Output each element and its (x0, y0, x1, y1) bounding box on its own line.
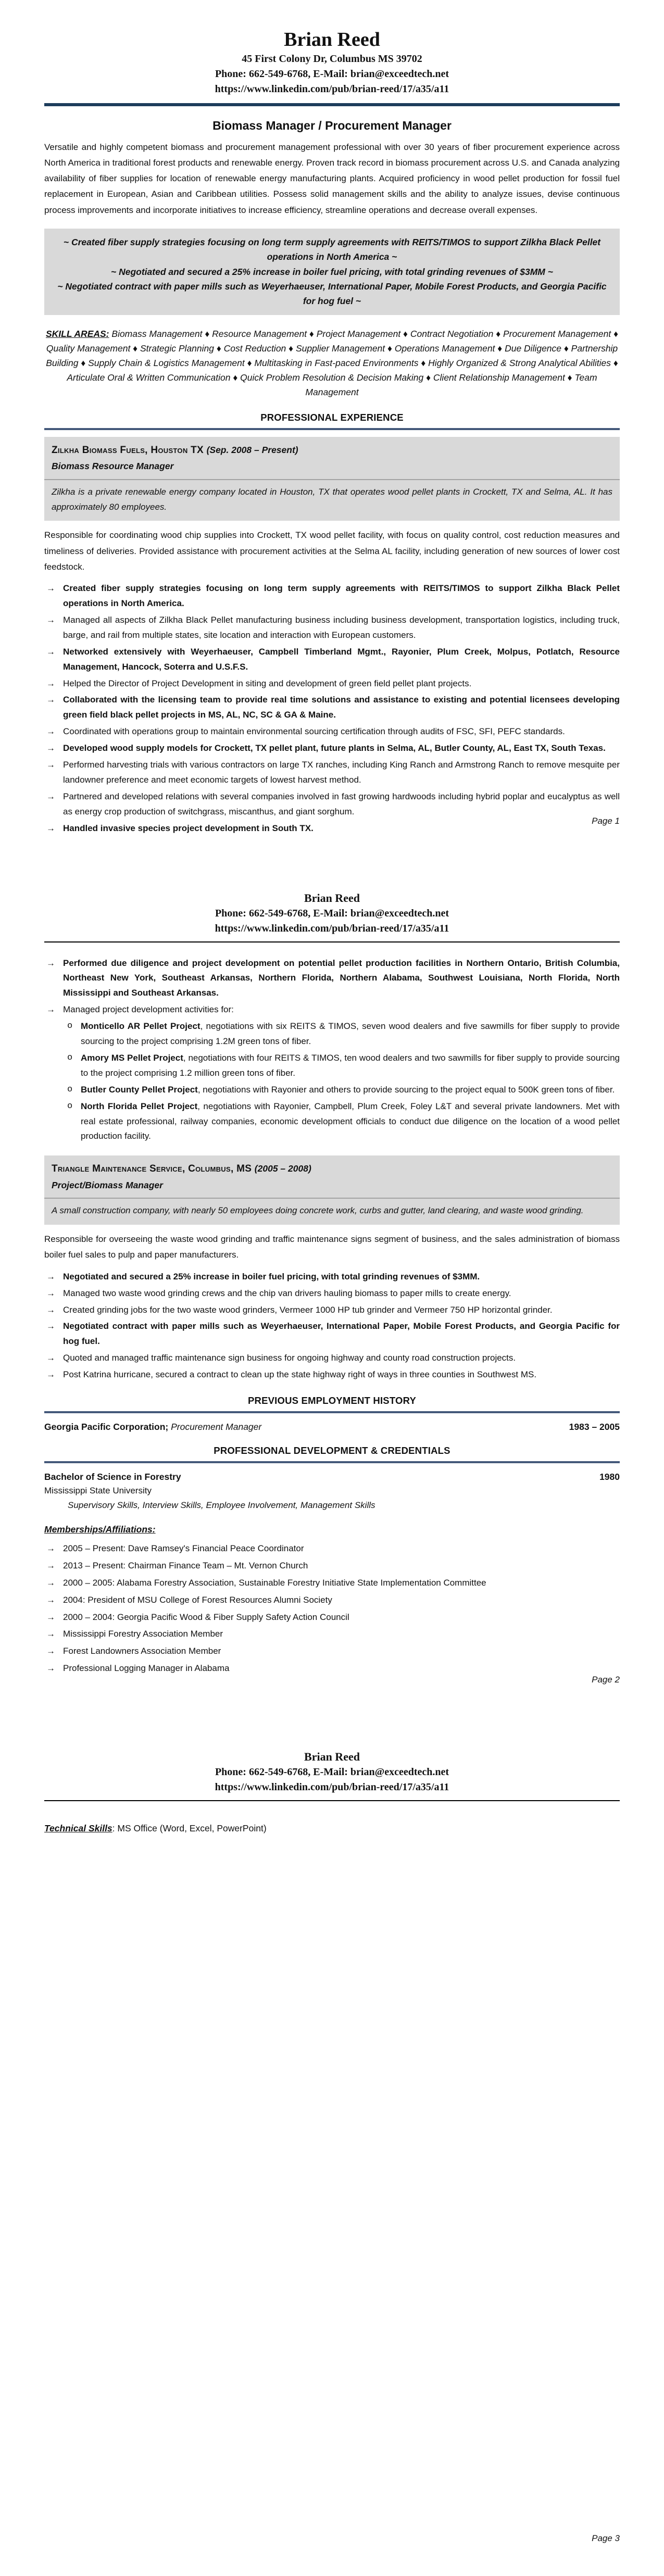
bullet-item (44, 1286, 620, 1301)
bullet-item (44, 741, 620, 756)
section-rule (44, 1461, 620, 1463)
candidate-address: 45 First Colony Dr, Columbus MS 39702 (242, 53, 422, 65)
page-number: Page 3 (592, 2533, 620, 2543)
arrow-bullet-icon: → (46, 678, 55, 688)
sub-bullet-text (81, 1051, 620, 1081)
project-detail: , negotiations with Rayonier, Campbell, Plum Creek, Foley L&T and several private landowners. Met with real estate professional, railway companies, economic development officials to conduct due diligence on the location of a wood pellet production facility. (81, 1101, 620, 1141)
employer-block-zilkha (44, 437, 620, 521)
job-role: Project/Biomass Manager (52, 1179, 163, 1190)
bullet-item (44, 581, 620, 611)
resume-page-1 (0, 0, 664, 859)
arrow-bullet-icon: → (46, 1560, 55, 1570)
membership-text: 2000 – 2005: Alabama Forestry Association, Sustainable Forestry Initiative State Implementation Committee (63, 1577, 486, 1588)
bullet-text: Helped the Director of Project Development in siting and development of green field pellet plant projects. (63, 678, 472, 688)
circle-bullet-icon: o (67, 1052, 73, 1063)
employer-name: Georgia Pacific Corporation; (44, 1421, 169, 1432)
job-role: Procurement Manager (171, 1421, 262, 1432)
arrow-bullet-icon: → (46, 1304, 55, 1315)
bullet-text: Created fiber supply strategies focusing on long term supply agreements with REITS/TIMOS to support Zilkha Black Pellet operations in North America. (63, 583, 620, 609)
previous-employment-row (44, 1422, 620, 1432)
sub-bullet-text (81, 1099, 620, 1145)
candidate-name: Brian Reed (284, 29, 380, 51)
bullet-item (44, 1367, 620, 1383)
membership-text: Professional Logging Manager in Alabama (63, 1663, 230, 1674)
skill-areas-label: SKILL AREAS: (45, 328, 109, 339)
resume-headline: Biomass Manager / Procurement Manager (212, 118, 452, 132)
achievement-line: ~ Created fiber supply strategies focusing on long term supply agreements with REITS/TIMOS to support Zilkha Black Pellet operations in North America ~ (63, 236, 601, 262)
membership-text: Forest Landowners Association Member (63, 1646, 221, 1656)
membership-item (44, 1576, 620, 1591)
header-divider-rule (44, 1800, 620, 1801)
bullet-item (44, 956, 620, 1001)
bullet-item (44, 693, 620, 723)
technical-skills-row (44, 1823, 620, 1834)
previous-employer (44, 1422, 261, 1432)
arrow-bullet-icon: → (46, 1594, 55, 1605)
bullet-item (44, 789, 620, 820)
page-number: Page 2 (592, 1675, 620, 1685)
arrow-bullet-icon: → (46, 743, 55, 753)
sub-bullet-text (81, 1019, 620, 1049)
arrow-bullet-icon: → (46, 1004, 55, 1015)
arrow-bullet-icon: → (46, 1612, 55, 1622)
membership-item (44, 1593, 620, 1608)
candidate-name: Brian Reed (304, 891, 360, 904)
arrow-bullet-icon: → (46, 1271, 55, 1281)
resume-page-2 (0, 859, 664, 1717)
skill-areas-list: Biomass Management ♦ Resource Management ♦ Project Management ♦ Contract Negotiation ♦ Procurement Management ♦ Quality Management ♦ Strategic Planning ♦ Cost Reduction ♦ Supplier Management ♦ Operations Management ♦ Due Diligence ♦ Partnership Building ♦ Supply Chain & Logistics Management ♦ Multitasking in Fast-paced Environments ♦ Highly Organized & Strong Analytical Abilities ♦ Articulate Oral & Written Communication ♦ Quick Problem Resolution & Decision Making ♦ Client Relationship Management ♦ Team Management (46, 328, 619, 397)
arrow-bullet-icon: → (46, 726, 55, 737)
bullet-item (44, 724, 620, 739)
employment-years: 1983 – 2005 (569, 1421, 620, 1432)
bullet-item (44, 645, 620, 675)
document-header (44, 0, 620, 97)
achievement-bullet-list (44, 1270, 620, 1383)
arrow-bullet-icon: → (46, 1369, 55, 1380)
sub-bullet-text (81, 1083, 620, 1098)
job-role: Biomass Resource Manager (52, 460, 174, 471)
arrow-bullet-icon: → (46, 823, 55, 833)
project-name: Butler County Pellet Project (81, 1084, 198, 1095)
project-name: North Florida Pellet Project (81, 1101, 198, 1111)
arrow-bullet-icon: → (46, 1629, 55, 1639)
employer-header (52, 1161, 612, 1177)
employer-block-triangle (44, 1155, 620, 1225)
bullet-text: Coordinated with operations group to maintain environmental sourcing certification through audits of FSC, SFI, PEFC standards. (63, 726, 565, 737)
sub-bullet-item (44, 1083, 620, 1098)
project-sub-bullet-list (44, 1019, 620, 1144)
arrow-bullet-icon: → (46, 583, 55, 594)
key-achievements-box (44, 229, 620, 315)
employer-name: Zilkha Biomass Fuels, Houston TX (52, 444, 207, 456)
section-heading-professional-experience: PROFESSIONAL EXPERIENCE (260, 411, 404, 423)
arrow-bullet-icon: → (46, 1577, 55, 1588)
membership-item (44, 1559, 620, 1574)
arrow-bullet-icon: → (46, 958, 55, 968)
role-intro-paragraph: Responsible for overseeing the waste wood grinding and traffic maintenance signs segment of business, and the sales administration of biomass boiler fuel sales to pulp and paper manufacturers. (44, 1234, 620, 1260)
bullet-text: Quoted and managed traffic maintenance sign business for ongoing highway and county road construction projects. (63, 1353, 516, 1363)
candidate-name: Brian Reed (304, 1750, 360, 1763)
candidate-linkedin-url[interactable]: https://www.linkedin.com/pub/brian-reed/17/a35/a11 (215, 1781, 449, 1793)
memberships-label: Memberships/Affiliations: (44, 1524, 156, 1535)
sub-bullet-item (44, 1051, 620, 1081)
candidate-phone-email: Phone: 662-549-6768, E-Mail: brian@exceedtech.net (215, 907, 449, 919)
bullet-item (44, 1319, 620, 1349)
membership-item (44, 1541, 620, 1556)
bullet-item (44, 1270, 620, 1285)
circle-bullet-icon: o (67, 1101, 73, 1111)
candidate-phone-email: Phone: 662-549-6768, E-Mail: brian@exceedtech.net (215, 68, 449, 80)
header-divider-rule (44, 103, 620, 106)
project-detail: , negotiations with four REITS & TIMOS, ten wood dealers and two sawmills for fiber supply to provide sourcing to the project comprising 1.2 million green tons of fiber. (81, 1052, 620, 1078)
header-divider-rule (44, 941, 620, 943)
circle-bullet-icon: o (67, 1021, 73, 1032)
bullet-text: Performed due diligence and project development on potential pellet production facilities in Northern Ontario, British Columbia, Northeast New York, Southeast Arkansas, Northern Florida, Northern Alabama, Southwest Louisiana, North Florida, North Mississippi and Southeast Arkansas. (63, 958, 620, 998)
bullet-item (44, 758, 620, 788)
company-description: Zilkha is a private renewable energy company located in Houston, TX that operates wood pellet plants in Crockett, TX and Selma, AL. It has approximately 80 employees. (52, 486, 612, 512)
bullet-item (44, 613, 620, 643)
project-detail: , negotiations with Rayonier and others to provide sourcing to the project equal to 500K green tons of fiber. (197, 1084, 615, 1095)
bullet-item (44, 1351, 620, 1366)
section-heading-professional-development: PROFESSIONAL DEVELOPMENT & CREDENTIALS (214, 1444, 450, 1456)
role-intro-paragraph: Responsible for coordinating wood chip supplies into Crockett, TX wood pellet facility, with focus on quality control, cost reduction measures and timeliness of deliveries. Provided assistance with procurement activities at the Selma AL facility, including generation of new sources of lower cost feedstock. (44, 530, 620, 572)
arrow-bullet-icon: → (46, 791, 55, 801)
arrow-bullet-icon: → (46, 646, 55, 657)
bullet-text: Negotiated contract with paper mills such as Weyerhaeuser, International Paper, Mobile Forest Products, and Georgia Pacific for hog fuel. (63, 1321, 620, 1347)
employer-name: Triangle Maintenance Service, Columbus, MS (52, 1163, 255, 1175)
school-name: Mississippi State University (44, 1485, 152, 1496)
document-header (44, 1717, 620, 1795)
membership-item (44, 1627, 620, 1642)
resume-page-3 (0, 1717, 664, 2576)
bullet-text: Managed project development activities for: (63, 1004, 234, 1015)
technical-skills-label: Technical Skills (44, 1823, 112, 1833)
employment-dates: (2005 – 2008) (254, 1163, 311, 1174)
membership-text: 2005 – Present: Dave Ramsey's Financial Peace Coordinator (63, 1543, 304, 1553)
bullet-item (44, 821, 620, 836)
membership-text: Mississippi Forestry Association Member (63, 1629, 223, 1639)
project-detail: , negotiations with six REITS & TIMOS, seven wood dealers and five sawmills for fiber supply to provide sourcing to the project comprising 1.2M green tons of fiber. (81, 1021, 620, 1047)
membership-text: 2000 – 2004: Georgia Pacific Wood & Fiber Supply Safety Action Council (63, 1612, 349, 1622)
arrow-bullet-icon: → (46, 1646, 55, 1656)
education-row (44, 1472, 620, 1482)
bullet-item (44, 1303, 620, 1318)
membership-item (44, 1610, 620, 1625)
project-name: Amory MS Pellet Project (81, 1052, 183, 1063)
skill-areas-block (44, 326, 620, 399)
bullet-text: Handled invasive species project development in South TX. (63, 823, 314, 833)
bullet-text: Created grinding jobs for the two waste wood grinders, Vermeer 1000 HP tub grinder and Vermeer 750 HP horizontal grinder. (63, 1304, 553, 1315)
company-description: A small construction company, with nearly 50 employees doing concrete work, curbs and gutter, land clearing, and waste wood grinding. (52, 1205, 584, 1216)
bullet-item (44, 1002, 620, 1017)
company-box-divider (44, 1198, 620, 1199)
coursework-list: Supervisory Skills, Interview Skills, Employee Involvement, Management Skills (68, 1500, 375, 1510)
bullet-text: Networked extensively with Weyerhaeuser, Campbell Timberland Mgmt., Rayonier, Plum Creek, Molpus, Potlatch, Resource Management, Hancock, Soterra and U.S.F.S. (63, 646, 620, 672)
bullet-text: Managed two waste wood grinding crews and the chip van drivers hauling biomass to paper mills to create energy. (63, 1288, 511, 1298)
arrow-bullet-icon: → (46, 1543, 55, 1553)
summary-paragraph: Versatile and highly competent biomass and procurement management professional with over 30 years of fiber procurement experience across North America in traditional forest products and renewable energy. Proven track record in biomass procurement across U.S. and Canada analyzing availability of fiber supplies for location of renewable energy manufacturing plants. Acquired proficiency in wood pellet production for fossil fuel replacement in European, Asian and Caribbean utilities. Possess solid management skills and the ability to analyze issues, devise continuous process improvements and incorporate initiatives to increase efficiency, streamline operations and decrease overall expenses. (44, 142, 620, 215)
achievement-bullet-list (44, 581, 620, 836)
candidate-phone-email: Phone: 662-549-6768, E-Mail: brian@exceedtech.net (215, 1766, 449, 1778)
arrow-bullet-icon: → (46, 695, 55, 705)
section-rule (44, 1411, 620, 1413)
bullet-text: Managed all aspects of Zilkha Black Pellet manufacturing business including business development, transportation logistics, including truck, barge, and rail from multiple states, site location and interaction with European customers. (63, 615, 620, 640)
arrow-bullet-icon: → (46, 1288, 55, 1298)
employment-dates: (Sep. 2008 – Present) (206, 444, 298, 455)
memberships-list (44, 1541, 620, 1676)
bullet-text: Partnered and developed relations with several companies involved in fast growing hardwoods including hybrid poplar and eucalyptus as well as energy crop production of switchgrass, miscanthus, and giant sorghum. (63, 791, 620, 816)
bullet-text: Post Katrina hurricane, secured a contract to clean up the state highway right of ways in three counties in Southwest MS. (63, 1369, 537, 1380)
arrow-bullet-icon: → (46, 1663, 55, 1674)
page-number: Page 1 (592, 816, 620, 826)
circle-bullet-icon: o (67, 1084, 73, 1095)
bullet-text: Negotiated and secured a 25% increase in boiler fuel pricing, with total grinding revenues of $3MM. (63, 1271, 480, 1281)
bullet-text: Developed wood supply models for Crockett, TX pellet plant, future plants in Selma, AL, Butler County, AL, East TX, South Texas. (63, 743, 606, 753)
bullet-text: Performed harvesting trials with various contractors on large TX ranches, including King Ranch and Armstrong Ranch to remove mesquite per landowner preference and meet economic targets of lowest harvest method. (63, 760, 620, 785)
arrow-bullet-icon: → (46, 615, 55, 625)
membership-item (44, 1644, 620, 1659)
arrow-bullet-icon: → (46, 1321, 55, 1331)
degree-year: 1980 (599, 1471, 620, 1482)
sub-bullet-item (44, 1019, 620, 1049)
achievement-line: ~ Negotiated and secured a 25% increase in boiler fuel pricing, with total grinding revenues of $3MM ~ (111, 266, 553, 277)
bullet-text: Collaborated with the licensing team to provide real time solutions and assistance to existing and potential licensees developing green field black pellet projects in MS, AL, NC, SC & GA & Maine. (63, 695, 620, 720)
technical-skills-value: : MS Office (Word, Excel, PowerPoint) (112, 1823, 267, 1833)
arrow-bullet-icon: → (46, 760, 55, 770)
degree-name: Bachelor of Science in Forestry (44, 1471, 181, 1482)
employer-header (52, 442, 612, 459)
membership-item (44, 1661, 620, 1676)
achievement-bullet-list-continued (44, 956, 620, 1018)
project-name: Monticello AR Pellet Project (81, 1021, 201, 1032)
membership-text: 2013 – Present: Chairman Finance Team – Mt. Vernon Church (63, 1560, 308, 1570)
company-box-divider (44, 479, 620, 480)
bullet-item (44, 676, 620, 692)
arrow-bullet-icon: → (46, 1353, 55, 1363)
sub-bullet-item (44, 1099, 620, 1145)
achievement-line: ~ Negotiated contract with paper mills such as Weyerhaeuser, International Paper, Mobile Forest Products, and Georgia Pacific for hog fuel ~ (57, 281, 607, 307)
section-heading-previous-employment: PREVIOUS EMPLOYMENT HISTORY (247, 1394, 417, 1406)
candidate-linkedin-url[interactable]: https://www.linkedin.com/pub/brian-reed/17/a35/a11 (215, 922, 449, 934)
document-header (44, 859, 620, 936)
candidate-linkedin-url[interactable]: https://www.linkedin.com/pub/brian-reed/17/a35/a11 (215, 83, 449, 95)
section-rule (44, 428, 620, 430)
membership-text: 2004: President of MSU College of Forest Resources Alumni Society (63, 1594, 332, 1605)
